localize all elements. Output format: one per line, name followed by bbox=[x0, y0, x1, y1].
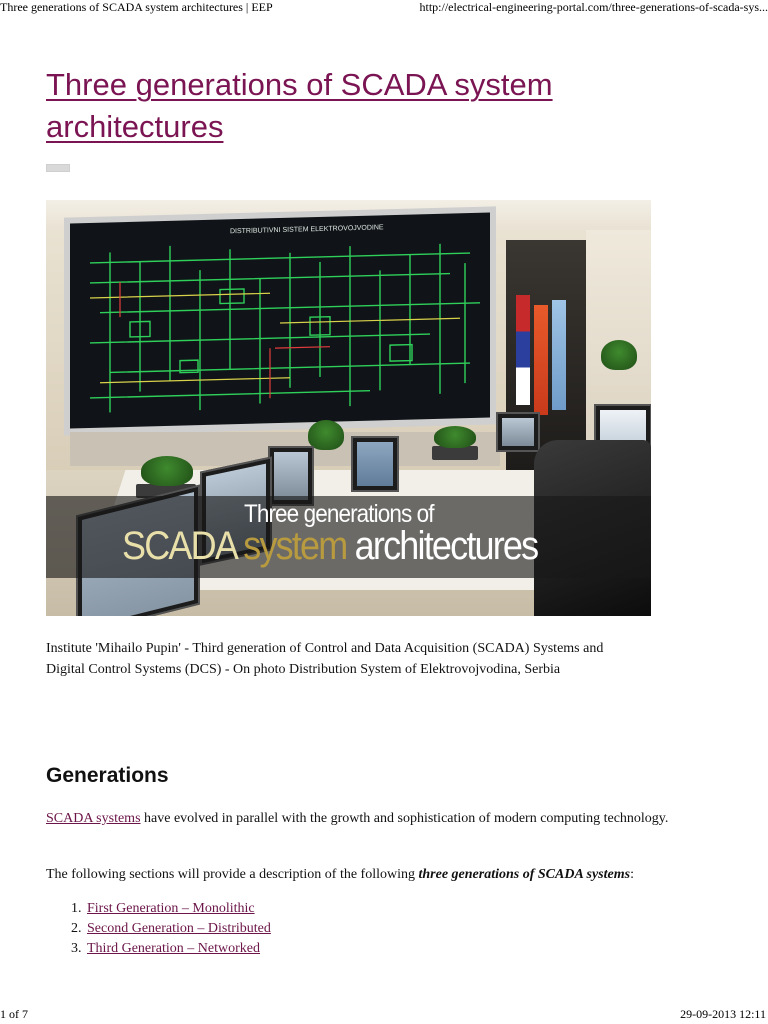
flag-orange bbox=[534, 305, 548, 415]
scada-systems-link[interactable]: SCADA systems bbox=[46, 811, 141, 826]
paragraph-sections-text: The following sections will provide a description of the following bbox=[46, 867, 419, 882]
hero-image bbox=[46, 200, 651, 616]
paragraph-intro-text: have evolved in parallel with the growth and sophistication of modern computing technology. bbox=[140, 811, 669, 826]
print-timestamp: 29-09-2013 12:11 bbox=[680, 1007, 766, 1021]
planter-center bbox=[432, 446, 478, 460]
mimic-panel-label: DISTRIBUTIVNI SISTEM ELEKTROVOJVODINE bbox=[230, 224, 384, 236]
title-divider bbox=[46, 164, 70, 172]
print-header-url: http://electrical-engineering-portal.com/three-generations-of-scada-sys... bbox=[419, 0, 768, 14]
hero-banner-word-system: system bbox=[235, 524, 355, 568]
monitor-right bbox=[496, 412, 540, 452]
monitor-center bbox=[351, 436, 399, 492]
image-caption: Institute 'Mihailo Pupin' - Third generation of Control and Data Acquisition (SCADA) Systems and Digital Control Systems (DCS) - On photo Distribution System of Elektrovojvodina, Serbia bbox=[46, 641, 604, 677]
flag-serbia bbox=[516, 295, 530, 405]
mimic-panel bbox=[70, 213, 490, 429]
list-item bbox=[85, 919, 271, 939]
second-generation-link[interactable]: Second Generation – Distributed bbox=[87, 921, 271, 936]
paragraph-sections bbox=[46, 864, 696, 885]
section-heading-generations: Generations bbox=[46, 764, 169, 787]
paragraph-intro bbox=[46, 808, 696, 829]
mimic-diagram bbox=[70, 213, 490, 429]
hero-banner-word-architectures: architectures bbox=[354, 524, 538, 568]
hero-banner-word-scada: SCADA bbox=[122, 524, 236, 568]
page-indicator: 1 of 7 bbox=[0, 1007, 28, 1021]
paragraph-sections-emphasis: three generations of SCADA systems bbox=[418, 867, 631, 882]
generations-list bbox=[46, 899, 271, 959]
flag-blue bbox=[552, 300, 566, 410]
potted-plant-right bbox=[601, 340, 637, 370]
potted-plant-left bbox=[141, 456, 193, 486]
list-item bbox=[85, 939, 271, 959]
third-generation-link[interactable]: Third Generation – Networked bbox=[87, 941, 260, 956]
list-item bbox=[85, 899, 271, 919]
hero-banner-line1: Three generations of bbox=[244, 500, 434, 528]
first-generation-link[interactable]: First Generation – Monolithic bbox=[87, 901, 255, 916]
potted-plant-center-right bbox=[434, 426, 476, 448]
paragraph-sections-end: : bbox=[630, 867, 634, 882]
article-title[interactable]: Three generations of SCADA system architectures bbox=[46, 67, 553, 144]
hero-banner-line2 bbox=[122, 524, 537, 569]
print-header-title: Three generations of SCADA system architectures | EEP bbox=[0, 0, 273, 14]
